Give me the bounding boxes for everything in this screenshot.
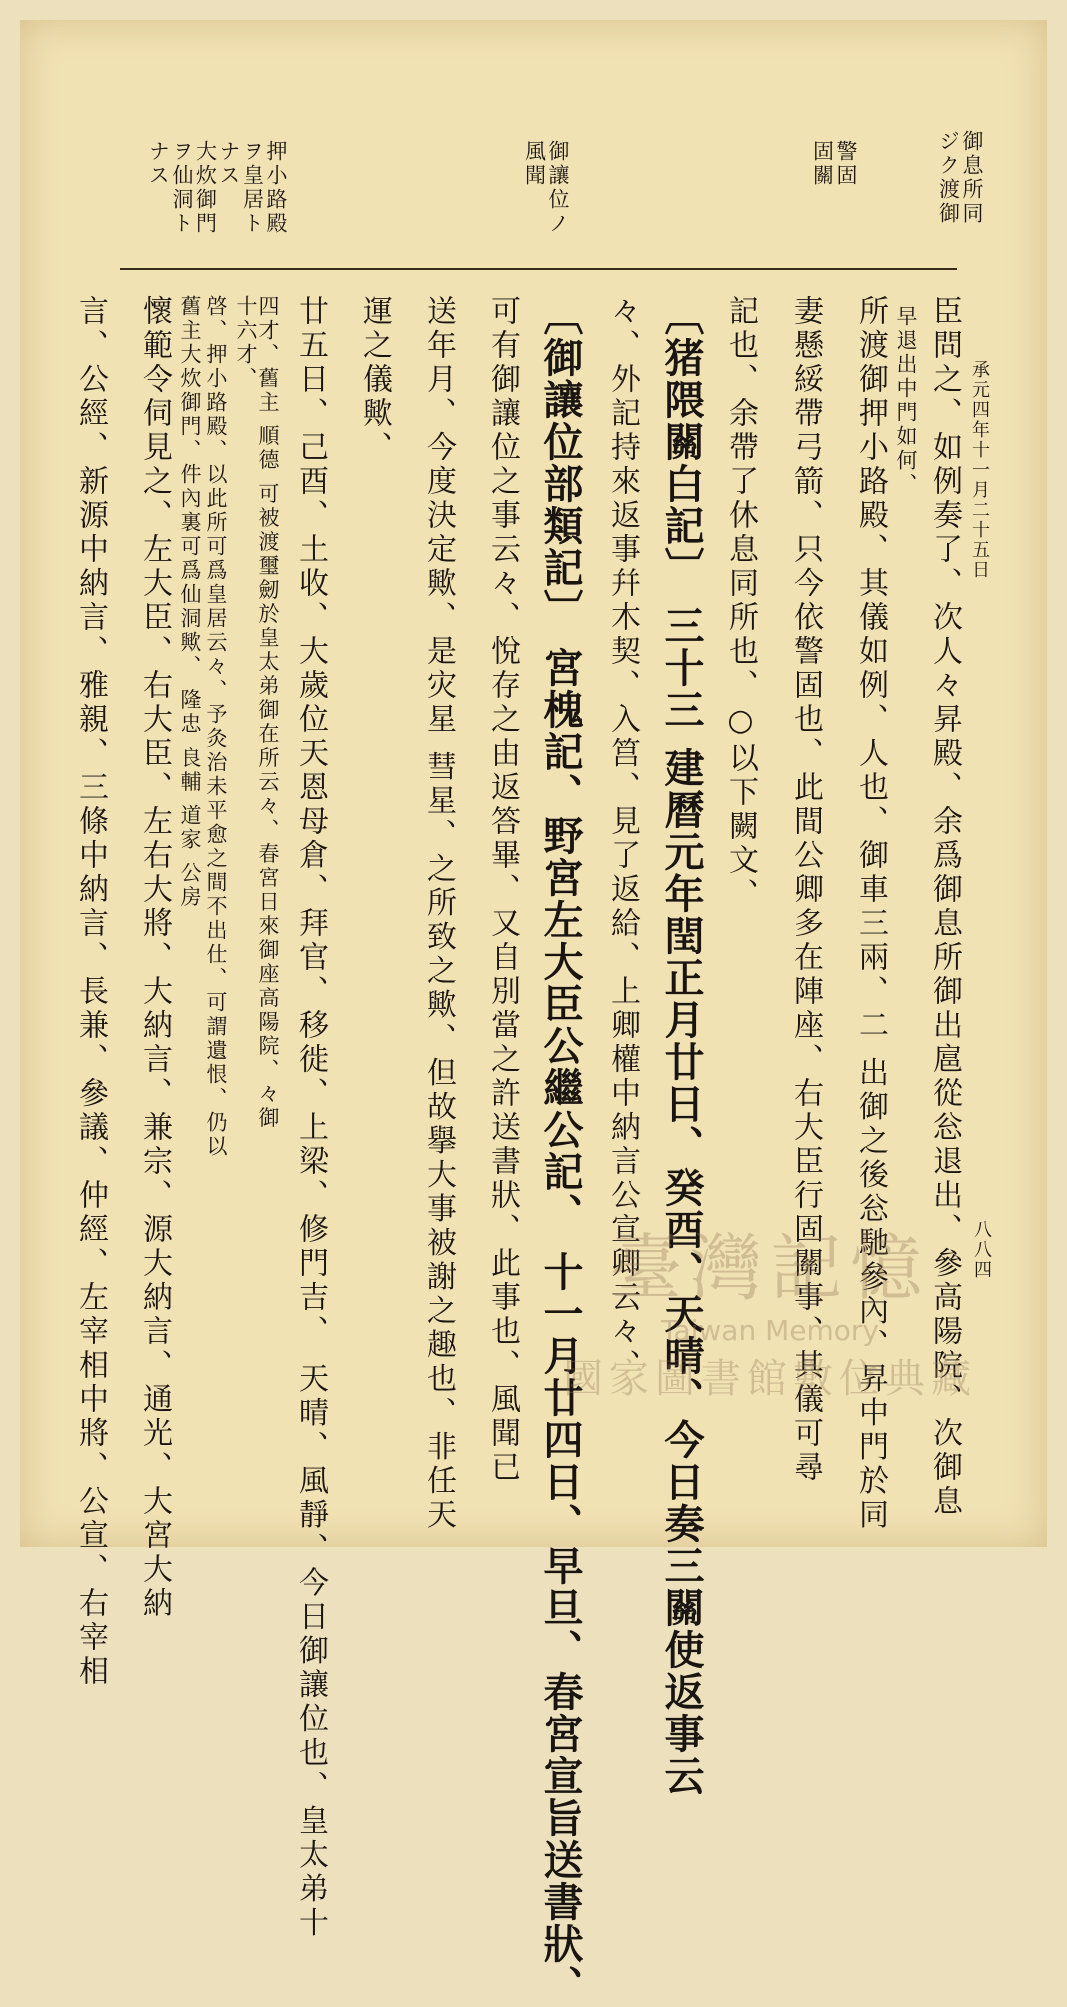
margin-note-1: 御息所同 ジク渡御 bbox=[936, 130, 984, 226]
text-column: 臣問之、如例奏了、次人々昇殿、余爲御息所御出扈從忩退出、參高陽院、次御息 bbox=[927, 295, 962, 1519]
watermark-title: 臺灣記憶 bbox=[609, 1226, 930, 1310]
text-column: 記也、余帶了休息同所也、○以下闕文、 bbox=[723, 295, 758, 912]
text-column: 言、公經、新源中納言、雅親、三條中納言、長兼、參議、仲經、左宰相中將、公宣、右宰相 bbox=[73, 295, 108, 1689]
watermark bbox=[530, 1210, 1010, 1450]
page-number: 八八四 bbox=[971, 1220, 992, 1280]
watermark-english: Taiwan Memory bbox=[661, 1314, 879, 1347]
text-column: 可有御讓位之事云々、悅存之由返答畢、又自別當之許送書狀、此事也、風聞已 bbox=[485, 295, 520, 1485]
text-column: 運之儀歟、 bbox=[357, 295, 392, 465]
text-column: 早退出中門如何、 bbox=[894, 305, 918, 497]
text-column: 々、外記持來返事幷木契、入筥、見了返給、上卿權中納言公宣卿云々、 bbox=[605, 295, 640, 1383]
running-header: 承元四年十一月二十五日 bbox=[969, 360, 990, 580]
section-heading: 〔猪隈關白記〕 三十三 建曆元年閏正月廿日、癸酉、天晴、今日奏三關使返事云 bbox=[658, 295, 705, 1797]
document-page bbox=[20, 20, 1047, 2007]
text-column: 廿五日、己酉、土收、大歲位天恩母倉、拜官、移徙、上梁、修門吉、 天晴、風靜、今日御讓位也、皇太弟十 bbox=[293, 295, 328, 1941]
margin-note-4: 押小路殿 ヲ皇居ト ナス 大炊御門 ヲ仙洞ト ナス bbox=[146, 140, 288, 236]
text-column: 送年月、今度決定歟、是灾星 彗星、之所致之歟、但故擧大事被謝之趣也、非任天 bbox=[421, 295, 456, 1533]
text-column: 懷範令伺見之、左大臣、右大臣、左右大將、大納言、兼宗、源大納言、通光、大宮大納 bbox=[137, 295, 172, 1621]
section-heading: 〔御讓位部類記〕 宮槐記、野宮左大臣公繼公記、 十一月廿四日、早旦、春宮宣旨送書狀、 bbox=[537, 295, 584, 2007]
margin-note-2: 警固 固關 bbox=[810, 140, 858, 188]
text-column: 所渡御押小路殿、其儀如例、人也、御車三兩、二 出御之後忩馳參內、昇中門於同 bbox=[853, 295, 888, 1533]
header-rule bbox=[120, 268, 957, 270]
text-column: 舊主大炊御門、件內裏可爲仙洞歟、 隆忠 良輔 道家 公房 bbox=[178, 295, 202, 910]
text-column: 啓、押小路殿、以此所可爲皇居云々、予灸治未平愈之間不出仕、可謂遺恨、仍以 bbox=[204, 295, 228, 1159]
text-column: 妻懸綏帶弓箭、只今依警固也、此間公卿多在陣座、右大臣行固關事、其儀可尋 bbox=[788, 295, 823, 1485]
watermark-subtitle: 國家圖書館數位典藏 bbox=[563, 1356, 977, 1402]
text-column: 十六才、 bbox=[234, 295, 258, 391]
margin-note-3: 御讓位ノ 風聞 bbox=[522, 140, 570, 236]
text-column: 四才、舊主 順德 可被渡璽劒於皇太弟御在所云々、春宮日來御座高陽院、々御 bbox=[256, 295, 280, 1131]
